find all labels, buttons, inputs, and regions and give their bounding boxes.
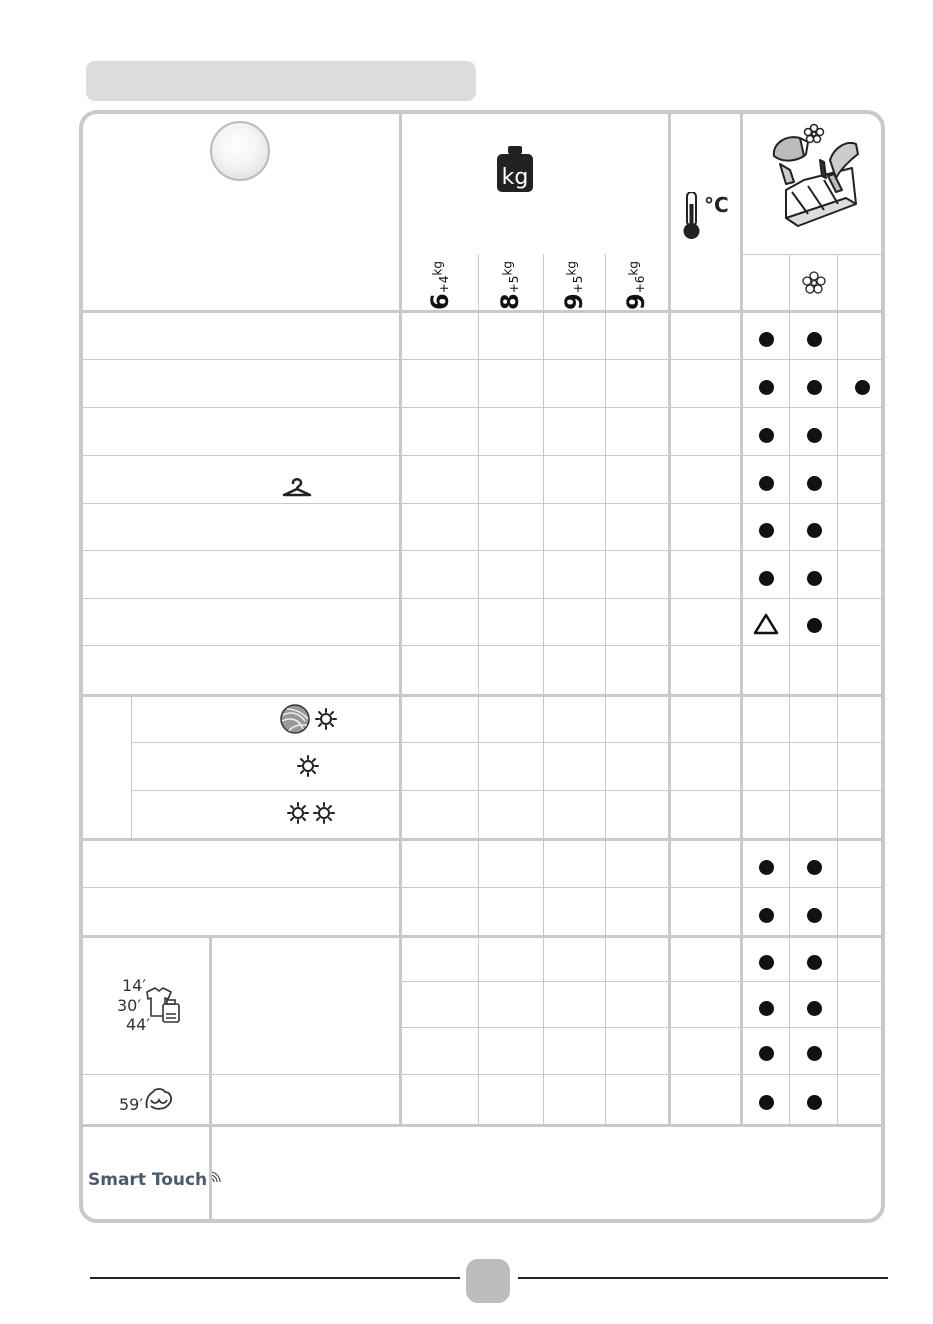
footer-rule-left [90,1277,460,1279]
column-divider [668,114,671,1124]
load-minor: +5 [571,275,585,294]
dosage-dot [759,1001,774,1016]
row-divider [399,981,883,982]
dosage-dot [759,380,774,395]
dosage-dot [807,380,822,395]
dosage-dot [807,332,822,347]
load-unit: kg [430,261,445,276]
dosage-dot [855,380,870,395]
row-divider [83,359,883,360]
load-unit: kg [626,261,641,276]
row-divider [741,254,883,255]
column-divider [605,254,606,1124]
load-minor: +4 [437,275,451,294]
footer-rule-right [518,1277,888,1279]
row-divider [83,503,883,504]
column-divider [789,254,790,1124]
section-title-bar [86,61,476,101]
column-divider [478,254,479,1124]
softener-flower-icon [802,271,826,295]
rapid-time-44: 44′ [126,1015,150,1034]
drying-sun-icon [297,755,319,777]
dosage-dot [759,476,774,491]
load-caption-2 [496,261,524,310]
dosage-dot [807,1046,822,1061]
dosage-dot [759,908,774,923]
load-caption-4 [622,261,650,310]
column-divider [399,114,402,1124]
row-divider [83,694,883,697]
row-divider [83,838,883,841]
row-divider [83,887,883,888]
smart-touch-label: Smart Touch [88,1170,208,1190]
dosage-dot [759,332,774,347]
dosage-dot [759,955,774,970]
thermometer-icon [682,192,738,240]
drying-sun-icon [315,708,337,730]
detergent-drawer-icon [764,120,864,230]
load-major: 9 [622,293,650,310]
dosage-dot [759,571,774,586]
load-caption-1 [426,261,454,310]
row-divider [83,598,883,599]
load-unit: kg [564,261,579,276]
column-divider [209,1124,212,1219]
page-number-badge [466,1259,510,1303]
dosage-dot [759,860,774,875]
steam-time: 59′ [119,1095,143,1114]
row-divider [83,1124,883,1127]
dosage-dot [807,1001,822,1016]
dosage-dot [759,1095,774,1110]
column-divider [478,254,479,310]
load-caption-3 [560,261,588,310]
column-divider [131,694,132,838]
drying-sun-icon [287,802,309,824]
wool-icon [279,703,311,735]
optional-triangle-icon [753,613,779,635]
load-minor: +5 [507,275,521,294]
row-divider [83,455,883,456]
row-divider [83,645,883,646]
row-divider [83,1074,883,1075]
drying-sun-icon [313,802,335,824]
column-divider [837,254,838,1124]
row-divider [131,790,883,791]
dosage-dot [807,428,822,443]
rapid-time-30: 30′ [117,996,141,1015]
column-divider [543,254,544,1124]
row-divider [83,935,883,938]
load-major: 6 [426,293,454,310]
dosage-dot [807,860,822,875]
dosage-dot [807,618,822,633]
dosage-dot [807,955,822,970]
kg-label: kg [501,165,529,190]
load-unit: kg [500,261,515,276]
row-divider [131,742,883,743]
dosage-dot [807,571,822,586]
dosage-dot [807,476,822,491]
rapid-time-14: 14′ [122,976,146,995]
hanger-icon [281,476,313,498]
load-major: 8 [496,293,524,310]
kg-weight-icon [497,146,533,192]
dosage-dot [807,523,822,538]
dosage-dot [807,1095,822,1110]
dosage-dot [759,523,774,538]
program-knob-icon [210,121,270,181]
row-divider [83,550,883,551]
dosage-dot [807,908,822,923]
row-divider [83,407,883,408]
load-major: 9 [560,293,588,310]
load-minor: +6 [633,275,647,294]
dosage-dot [759,1046,774,1061]
column-divider [740,114,743,1124]
smart-touch-logo [88,1170,222,1190]
column-divider [209,935,212,1124]
dosage-dot [759,428,774,443]
row-divider [83,310,883,313]
temperature-unit: °C [704,193,729,217]
shirt-timer-icon [143,986,183,1026]
row-divider [399,1027,883,1028]
steam-icon [143,1086,173,1112]
